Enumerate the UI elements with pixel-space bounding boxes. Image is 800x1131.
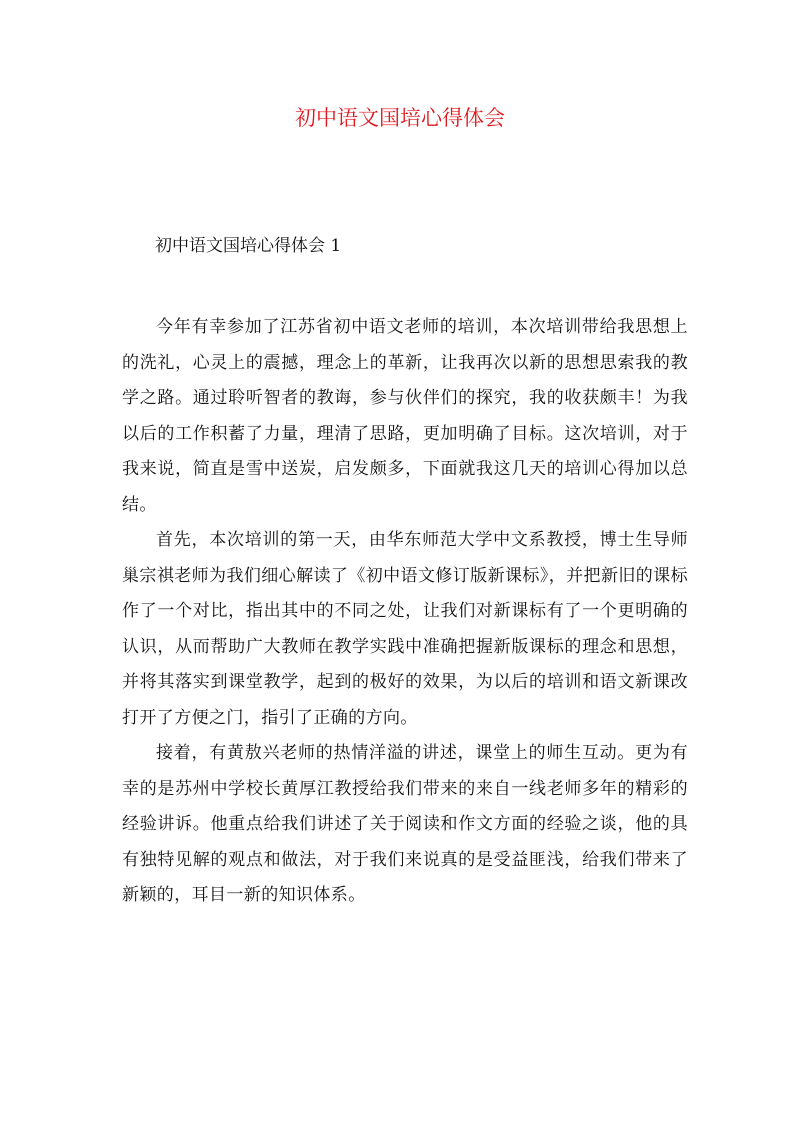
document-body xyxy=(122,310,688,914)
paragraph-2: 首先，本次培训的第一天，由华东师范大学中文系教授，博士生导师巢宗祺老师为我们细心解读了《初中语文修订版新课标》，并把新旧的课标作了一个对比，指出其中的不同之处，让我们对新课标有了一个更明确的认识，从而帮助广大教师在教学实践中准确把握新版课标的理念和思想，并将其落实到课堂教学，起到的极好的效果，为以后的培训和语文新课改打开了方便之门，指引了正确的方向。 xyxy=(122,530,688,728)
section-heading: 初中语文国培心得体会 1 xyxy=(155,236,342,256)
paragraph-1: 今年有幸参加了江苏省初中语文老师的培训，本次培训带给我思想上的洗礼，心灵上的震撼，理念上的革新，让我再次以新的思想思索我的教学之路。通过聆听智者的教诲，参与伙伴们的探究，我的收获颇丰！为我以后的工作积蓄了力量，理清了思路，更加明确了目标。这次培训，对于我来说，简直是雪中送炭，启发颇多，下面就我这几天的培训心得加以总结。 xyxy=(122,317,688,515)
document-title: 初中语文国培心得体会 xyxy=(295,106,505,130)
paragraph-3: 接着，有黄敖兴老师的热情洋溢的讲述，课堂上的师生互动。更为有幸的是苏州中学校长黄厚江教授给我们带来的来自一线老师多年的精彩的经验讲诉。他重点给我们讲述了关于阅读和作文方面的经验之谈，他的具有独特见解的观点和做法，对于我们来说真的是受益匪浅，给我们带来了新颖的，耳目一新的知识体系。 xyxy=(122,743,688,905)
